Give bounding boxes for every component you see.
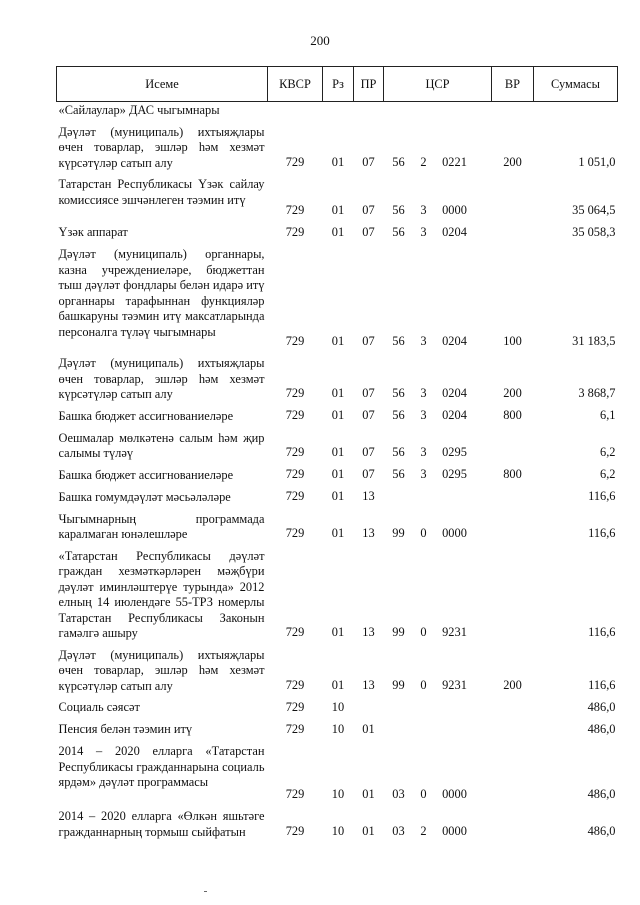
cell-sum: 116,6 xyxy=(588,677,616,692)
cell-pr: 13 xyxy=(362,625,375,639)
csr-part: 99 xyxy=(392,625,405,639)
budget-table xyxy=(56,66,618,842)
header-csr: ЦСР xyxy=(384,67,492,102)
header-rz: Рз xyxy=(323,67,354,102)
table-row xyxy=(57,352,618,405)
cell-pr xyxy=(354,102,384,121)
cell-kvsr: 729 xyxy=(285,526,305,540)
cell-sum: 486,0 xyxy=(587,823,616,838)
csr-code xyxy=(384,625,492,641)
csr-part: 0204 xyxy=(442,408,467,422)
table-row xyxy=(57,221,618,243)
csr-part: 3 xyxy=(420,386,427,400)
table-row xyxy=(57,805,618,842)
csr-code xyxy=(384,445,492,461)
cell-pr: 01 xyxy=(362,823,375,838)
table-row xyxy=(57,464,618,486)
scan-mark xyxy=(204,891,207,892)
cell-rz: 01 xyxy=(331,445,345,459)
cell-csr xyxy=(384,696,492,718)
cell-name: Социаль сәясәт xyxy=(58,700,140,714)
cell-name: Башка гомумдәүләт мәсьәләләре xyxy=(58,489,231,504)
cell-name: Оешмалар мөлкәтенә салым һәм җир салымы түләү xyxy=(58,430,265,460)
csr-part: 3 xyxy=(420,467,427,481)
cell-vr xyxy=(492,486,534,508)
table-row xyxy=(57,696,618,718)
csr-code xyxy=(384,386,492,402)
csr-code xyxy=(384,526,492,542)
csr-part: 0221 xyxy=(442,154,467,169)
cell-sum: 486,0 xyxy=(587,721,616,736)
cell-name: Башка бюджет ассигнованиеләре xyxy=(58,467,234,482)
cell-vr: 100 xyxy=(503,333,522,348)
table-row xyxy=(57,508,618,545)
csr-part: 0 xyxy=(420,786,427,801)
cell-pr: 13 xyxy=(362,526,375,540)
csr-part: 56 xyxy=(392,408,405,422)
csr-part: 56 xyxy=(392,386,405,400)
csr-part: 3 xyxy=(420,445,427,459)
table-row xyxy=(57,121,618,174)
csr-part: 0000 xyxy=(442,526,467,540)
cell-csr xyxy=(384,740,492,805)
csr-part: 0204 xyxy=(442,224,467,239)
header-kvsr: КВСР xyxy=(268,67,323,102)
cell-csr xyxy=(384,508,492,545)
cell-rz: 01 xyxy=(331,333,345,348)
csr-code xyxy=(384,467,492,483)
csr-code xyxy=(384,678,492,694)
cell-rz: 01 xyxy=(331,154,345,169)
csr-code xyxy=(384,155,492,171)
cell-sum: 35 058,3 xyxy=(572,224,616,239)
cell-sum: 6,2 xyxy=(600,445,616,459)
csr-part: 3 xyxy=(420,333,427,348)
cell-csr xyxy=(384,121,492,174)
cell-kvsr: 729 xyxy=(285,386,305,400)
csr-part: 0204 xyxy=(442,386,467,400)
table-row xyxy=(57,644,618,697)
cell-rz xyxy=(323,102,354,121)
cell-csr xyxy=(384,464,492,486)
cell-csr xyxy=(384,805,492,842)
csr-part: 99 xyxy=(392,677,405,692)
csr-code xyxy=(384,824,492,840)
cell-rz: 01 xyxy=(331,224,345,239)
cell-name: «Сайлаулар» ДАС чыгымнары xyxy=(58,103,220,117)
cell-kvsr: 729 xyxy=(285,625,305,639)
csr-part: 0000 xyxy=(442,202,467,217)
csr-part: 0000 xyxy=(442,786,467,801)
csr-code xyxy=(384,203,492,219)
csr-part: 9231 xyxy=(442,625,467,639)
table-row xyxy=(57,405,618,427)
cell-csr xyxy=(384,718,492,740)
cell-rz: 10 xyxy=(331,786,345,801)
cell-vr: 200 xyxy=(503,677,522,692)
cell-vr: 800 xyxy=(503,408,522,422)
csr-code xyxy=(384,225,492,241)
cell-kvsr: 729 xyxy=(285,699,305,714)
cell-pr: 13 xyxy=(362,489,375,503)
cell-name: 2014 – 2020 елларга «Татарстан Республикасы гражданнарына социаль ярдәм» дәүләт программасы xyxy=(58,744,265,789)
csr-part: 3 xyxy=(420,408,427,422)
cell-pr: 07 xyxy=(362,333,375,348)
csr-part: 2 xyxy=(420,823,427,838)
csr-part: 03 xyxy=(392,786,405,801)
table-header-row xyxy=(57,67,618,102)
cell-rz: 10 xyxy=(331,699,345,714)
csr-part: 0 xyxy=(420,625,427,639)
cell-name: Үзәк аппарат xyxy=(58,225,128,239)
cell-rz: 01 xyxy=(331,408,345,422)
csr-part: 03 xyxy=(392,823,405,838)
cell-name: 2014 – 2020 елларга «Өлкән яшьтәге гражданнарның тормыш сыйфатын xyxy=(58,809,265,839)
cell-kvsr: 729 xyxy=(285,333,305,348)
table-row xyxy=(57,102,618,121)
cell-kvsr: 729 xyxy=(285,489,305,503)
cell-vr: 800 xyxy=(503,467,522,481)
cell-sum: 6,1 xyxy=(600,408,616,422)
csr-part: 56 xyxy=(392,467,405,481)
cell-sum: 116,6 xyxy=(588,526,616,540)
csr-part: 0000 xyxy=(442,823,467,838)
table-body xyxy=(57,102,618,843)
cell-name: Дәүләт (муниципаль) ихтыяҗлары өчен товарлар, эшләр һәм хезмәт күрсәтүләр сатып алу xyxy=(58,124,265,170)
cell-pr: 07 xyxy=(362,154,375,169)
table-row xyxy=(57,718,618,740)
cell-vr xyxy=(492,427,534,464)
csr-part: 0204 xyxy=(442,333,467,348)
cell-vr xyxy=(492,696,534,718)
cell-pr xyxy=(354,696,384,718)
cell-pr: 07 xyxy=(362,408,375,422)
cell-sum: 6,2 xyxy=(600,467,616,481)
cell-name: Чыгымнарның программада каралмаган юнәлешләре xyxy=(58,511,265,541)
csr-part: 99 xyxy=(392,526,405,540)
cell-vr: 200 xyxy=(503,386,522,400)
cell-kvsr: 729 xyxy=(285,721,305,736)
csr-part: 2 xyxy=(420,154,427,169)
cell-rz: 01 xyxy=(331,526,345,540)
cell-sum: 35 064,5 xyxy=(572,202,616,217)
cell-pr: 07 xyxy=(362,445,375,459)
header-vr: ВР xyxy=(492,67,534,102)
cell-vr xyxy=(492,173,534,221)
cell-pr: 01 xyxy=(362,721,375,736)
csr-part: 3 xyxy=(420,202,427,217)
table-row xyxy=(57,545,618,644)
cell-csr xyxy=(384,243,492,352)
cell-sum: 116,6 xyxy=(588,625,616,639)
cell-kvsr xyxy=(268,102,323,121)
cell-pr: 07 xyxy=(362,224,375,239)
table-row xyxy=(57,486,618,508)
cell-name: Татарстан Республикасы Үзәк сайлау комиссиясе эшчәнлеген тәэмин итү xyxy=(58,177,265,207)
cell-kvsr: 729 xyxy=(285,224,305,239)
cell-csr xyxy=(384,545,492,644)
cell-kvsr: 729 xyxy=(285,408,305,422)
csr-part: 3 xyxy=(420,224,427,239)
cell-rz: 01 xyxy=(331,386,345,400)
cell-sum: 486,0 xyxy=(587,699,616,714)
table-row xyxy=(57,243,618,352)
cell-kvsr: 729 xyxy=(285,202,305,217)
csr-part: 56 xyxy=(392,333,405,348)
csr-part: 9231 xyxy=(442,677,467,692)
cell-csr xyxy=(384,173,492,221)
cell-csr xyxy=(384,644,492,697)
csr-part: 56 xyxy=(392,224,405,239)
cell-sum: 486,0 xyxy=(587,786,616,801)
cell-name: Дәүләт (муниципаль) ихтыяҗлары өчен товарлар, эшләр һәм хезмәт күрсәтүләр сатып алу xyxy=(58,647,265,693)
cell-vr xyxy=(492,545,534,644)
cell-name: «Татарстан Республикасы дәүләт граждан хезмәткәрләрен мәҗбүри дәүләт иминләштерүе турында» 2012 елның 14 июлендәге 55-ТРЗ номерлы Татарстан Республикасы Законын гамәлгә ашыру xyxy=(58,548,265,640)
header-sum: Суммасы xyxy=(534,67,618,102)
cell-kvsr: 729 xyxy=(285,467,305,481)
csr-code xyxy=(384,787,492,803)
csr-part: 0 xyxy=(420,677,427,692)
cell-csr xyxy=(384,352,492,405)
cell-kvsr: 729 xyxy=(285,154,305,169)
csr-part: 56 xyxy=(392,445,405,459)
cell-rz: 01 xyxy=(331,625,345,639)
cell-sum: 31 183,5 xyxy=(572,333,616,348)
table-row xyxy=(57,427,618,464)
table-row xyxy=(57,740,618,805)
cell-vr xyxy=(492,508,534,545)
cell-name: Башка бюджет ассигнованиеләре xyxy=(58,408,234,423)
cell-kvsr: 729 xyxy=(285,823,305,838)
cell-name: Дәүләт (муниципаль) ихтыяҗлары өчен товарлар, эшләр һәм хезмәт күрсәтүләр сатып алу xyxy=(58,356,265,401)
cell-name: Дәүләт (муниципаль) органнары, казна учреждениеләре, бюджеттан тыш дәүләт фондлары белән идарә итү органнары тарафыннан функцияләр башкаруны тәэмин итү максатларында персоналга түләү чыгымнары xyxy=(58,247,265,339)
cell-rz: 10 xyxy=(331,823,345,838)
cell-csr xyxy=(384,486,492,508)
cell-pr: 13 xyxy=(362,677,375,692)
table-row xyxy=(57,173,618,221)
cell-pr: 07 xyxy=(362,202,375,217)
csr-code xyxy=(384,408,492,424)
header-name: Исеме xyxy=(57,67,268,102)
cell-rz: 01 xyxy=(331,677,345,692)
csr-part: 0 xyxy=(420,526,427,540)
cell-kvsr: 729 xyxy=(285,445,305,459)
cell-vr xyxy=(492,805,534,842)
cell-sum: 116,6 xyxy=(588,489,616,503)
cell-kvsr: 729 xyxy=(285,786,305,801)
cell-vr xyxy=(492,718,534,740)
csr-part: 56 xyxy=(392,202,405,217)
cell-pr: 07 xyxy=(362,467,375,481)
cell-csr xyxy=(384,405,492,427)
cell-rz: 01 xyxy=(331,202,345,217)
cell-rz: 10 xyxy=(331,721,345,736)
cell-sum xyxy=(534,102,618,121)
cell-vr xyxy=(492,740,534,805)
cell-csr xyxy=(384,102,492,121)
cell-csr xyxy=(384,221,492,243)
cell-vr: 200 xyxy=(503,154,522,169)
cell-sum: 1 051,0 xyxy=(578,154,616,169)
cell-vr xyxy=(492,102,534,121)
header-pr: ПР xyxy=(354,67,384,102)
cell-pr: 07 xyxy=(362,386,375,400)
cell-rz: 01 xyxy=(331,467,345,481)
csr-part: 56 xyxy=(392,154,405,169)
page-number: 200 xyxy=(310,33,330,48)
csr-part: 0295 xyxy=(442,445,467,459)
cell-csr xyxy=(384,427,492,464)
csr-code xyxy=(384,334,492,350)
cell-kvsr: 729 xyxy=(285,677,305,692)
cell-name: Пенсия белән тәэмин итү xyxy=(58,722,193,736)
cell-pr: 01 xyxy=(362,786,375,801)
csr-part: 0295 xyxy=(442,467,467,481)
cell-sum: 3 868,7 xyxy=(578,386,616,400)
cell-vr xyxy=(492,221,534,243)
cell-rz: 01 xyxy=(331,489,345,503)
